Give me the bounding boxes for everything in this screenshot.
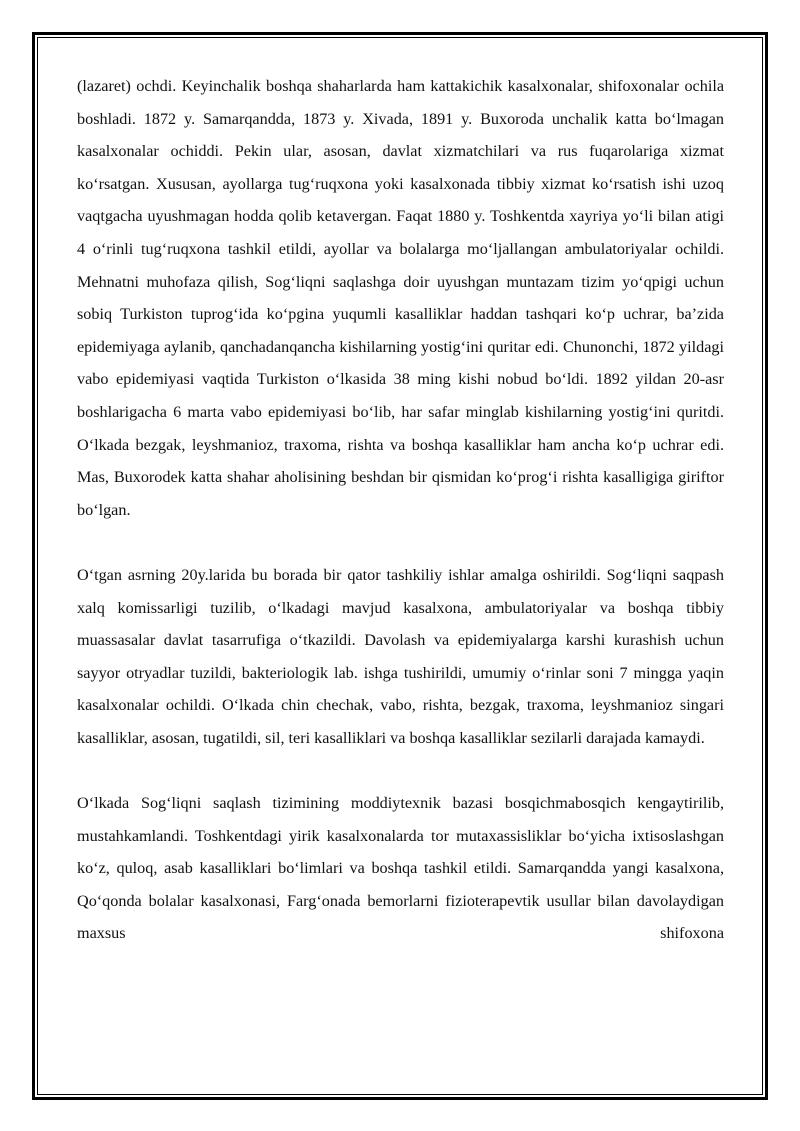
paragraph-2: O‘tgan asrning 20y.larida bu borada bir qator tashkiliy ishlar amalga oshirildi. Sog‘liqni saqpash xalq komissarligi tuzilib, o‘lkadagi mavjud kasalxona, ambulatoriyalar va boshqa tibbiy muassasalar davlat tasarrufiga o‘tkazildi. Davolash va epidemiyalarga karshi kurashish uchun sayyor otryadlar tuzildi, bakteriologik lab. ishga tushirildi, umumiy o‘rinlar soni 7 mingga yaqin kasalxonalar ochildi. O‘lkada chin chechak, vabo, rishta, bezgak, traxoma, leyshmanioz singari kasalliklar, asosan, tugatildi, sil, teri kasalliklari va boshqa kasalliklar sezilarli darajada kamaydi. <box>77 565 724 747</box>
document-body <box>77 70 724 950</box>
paragraph-3: O‘lkada Sog‘liqni saqlash tizimining moddiytexnik bazasi bosqichmabosqich kengaytirilib, mustahkamlandi. Toshkentdagi yirik kasalxonalarda tor mutaxassisliklar bo‘yicha ixtisoslashgan ko‘z, quloq, asab kasalliklari bo‘limlari va boshqa tashkil etildi. Samarqandda yangi kasalxona, Qo‘qonda bolalar kasalxonasi, Farg‘onada bemorlarni fizioterapevtik usullar bilan davolaydigan maxsus shifoxona <box>77 794 724 943</box>
paragraph-1: (lazaret) ochdi. Keyinchalik boshqa shaharlarda ham kattakichik kasalxonalar, shifoxonalar ochila boshladi. 1872 y. Samarqandda, 1873 y. Xivada, 1891 y. Buxoroda unchalik katta bo‘lmagan kasalxonalar ochiddi. Pekin ular, asosan, davlat xizmatchilari va rus fuqarolariga xizmat ko‘rsatgan. Xususan, ayollarga tug‘ruqxona yoki kasalxonada tibbiy xizmat ko‘rsatish ishi uzoq vaqtgacha uyushmagan hodda qolib ketavergan. Faqat 1880 y. Toshkentda xayriya yo‘li bilan atigi 4 o‘rinli tug‘ruqxona tashkil etildi, ayollar va bolalarga mo‘ljallangan ambulatoriyalar ochildi. Mehnatni muhofaza qilish, Sog‘liqni saqlashga doir uyushgan muntazam tizim yo‘qpigi uchun sobiq Turkiston tuprog‘ida ko‘pgina yuqumli kasalliklar haddan tashqari ko‘p uchrar, ba’zida epidemiyaga aylanib, qanchadanqancha kishilarning yostig‘ini quritar edi. Chunonchi, 1872 yildagi vabo epidemiyasi vaqtida Turkiston o‘lkasida 38 ming kishi nobud bo‘ldi. 1892 yildan 20-asr boshlarigacha 6 marta vabo epidemiyasi bo‘lib, har safar minglab kishilarning yostig‘ini quritdi. O‘lkada bezgak, leyshmanioz, traxoma, rishta va boshqa kasalliklar ham ancha ko‘p uchrar edi. Mas, Buxorodek katta shahar aholisining beshdan bir qismidan ko‘prog‘i rishta kasalligiga giriftor bo‘lgan. <box>77 77 724 519</box>
paragraph-spacer <box>77 526 724 559</box>
paragraph-spacer <box>77 754 724 787</box>
